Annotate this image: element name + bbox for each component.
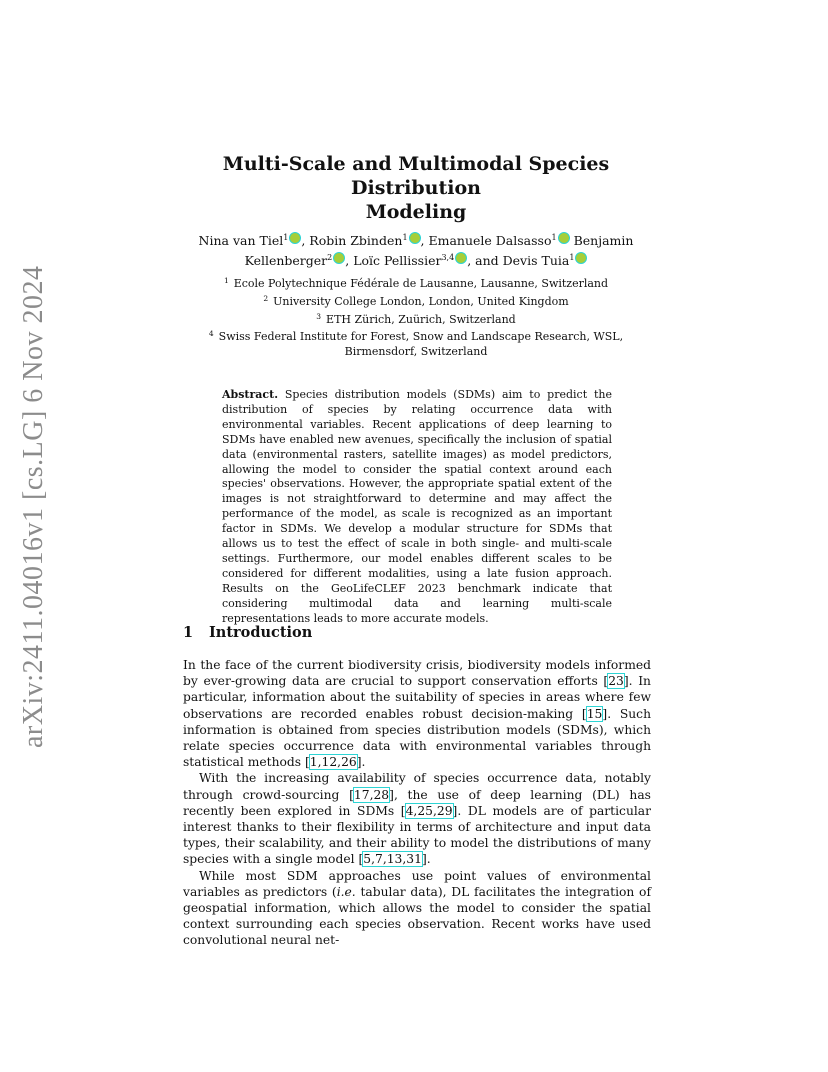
- author-affil-sup: 1: [551, 233, 557, 242]
- abstract-label: Abstract.: [222, 388, 279, 401]
- abstract-text: Species distribution models (SDMs) aim to predict the distribution of species by relating occurrence data with environmental variables. Recent applications of deep learning to SDMs have enabled new avenues, specifically the inclusion of spatial data (environmental rasters, satellite images) as model predictors, allowing the model to consider the spatial context around each species' observations. However, the appropriate spatial extent of the images is not straightforward to determine and may affect the performance of the model, as scale is recognized as an important factor in SDMs. We develop a modular structure for SDMs that allows us to test the effect of scale in both single- and multi-scale settings. Furthermore, our model enables different scales to be considered for different modalities, using a late fusion approach. Results on the GeoLifeCLEF 2023 benchmark indicate that considering multimodal data and learning multi-scale representations leads to more accurate models.: [222, 388, 612, 625]
- paragraph: While most SDM approaches use point values of environmental variables as predictors (i.e. tabular data), DL facilitates the integration of geospatial information, which allows the model to consider the spatial context surrounding each species observation. Recent works have used convolutional neural net-: [183, 868, 652, 948]
- affiliation-line: $^1$ Ecole Polytechnique Fédérale de Lausanne, Lausanne, Switzerland: [223, 276, 609, 290]
- orcid-icon[interactable]: [455, 252, 467, 264]
- author-affil-sup: 1: [569, 253, 575, 263]
- orcid-icon[interactable]: [409, 232, 421, 244]
- affiliation-line: $^3$ ETH Zürich, Zuürich, Switzerland: [316, 311, 516, 326]
- author-affil-sup: 1: [402, 233, 408, 242]
- paper-title: [160, 152, 672, 224]
- section-number: 1: [183, 624, 194, 641]
- author-list: Nina van Tiel$^1$ , Robin Zbinden$^1$ , Emanuele Dalsasso$^1$ Benjamin Kellenberger$^2$ , Loïc Pellissier$^{3,4}$ , and Devis Tuia$^1$: [198, 233, 634, 269]
- citation-link[interactable]: 23: [608, 674, 624, 689]
- orcid-icon[interactable]: [575, 252, 587, 264]
- arxiv-identifier-stamp: arXiv:2411.04016v1 [cs.LG] 6 Nov 2024: [18, 265, 49, 748]
- author-affil-sup: 3,4: [441, 253, 455, 263]
- orcid-icon[interactable]: [289, 232, 301, 244]
- citation-link[interactable]: 4,25,29: [405, 803, 453, 818]
- author-name: Robin Zbinden: [309, 233, 403, 249]
- affiliation-line: $^4$ Swiss Federal Institute for Forest, Snow and Landscape Research, WSL,: [208, 329, 624, 344]
- affiliation-line: Birmensdorf, Switzerland: [344, 345, 488, 359]
- section-heading: [183, 624, 312, 641]
- orcid-icon[interactable]: [333, 252, 345, 264]
- paragraph: With the increasing availability of species occurrence data, notably through crowd-sourcing [17,28], the use of deep learning (DL) has recently been explored in SDMs [4,25,29]. DL models are of particular interest thanks to their flexibility in terms of architecture and input data types, their scalability, and their ability to model the distributions of many species with a single model [5,7,13,31].: [183, 771, 651, 867]
- orcid-icon[interactable]: [558, 232, 570, 244]
- section-title: Introduction: [209, 624, 313, 641]
- affiliation-line: $^2$ University College London, London, United Kingdom: [263, 293, 569, 308]
- author-name: Nina van Tiel: [198, 233, 284, 249]
- citation-link[interactable]: 5,7,13,31: [363, 852, 422, 867]
- title-line-1: Multi-Scale and Multimodal Species Distribution: [222, 153, 610, 199]
- author-name: Benjamin Kellenberger: [244, 233, 634, 269]
- affiliations: [160, 274, 672, 360]
- citation-link[interactable]: 15: [586, 706, 603, 721]
- paragraph: In the face of the current biodiversity crisis, biodiversity models informed by ever-growing data are crucial to support conservation efforts [23]. In particular, information about the suitability of species in areas where few observations are recorded enables robust decision-making [15]. Such information is obtained from species distribution models (SDMs), which relate species occurrence data with environmental variables through statistical methods [1,12,26].: [183, 658, 651, 770]
- abstract: [222, 388, 612, 627]
- citation-link[interactable]: 1,12,26: [309, 755, 357, 770]
- author-name: Devis Tuia: [502, 253, 570, 269]
- author-affil-sup: 2: [327, 253, 333, 263]
- author-name: Loïc Pellissier: [353, 253, 442, 269]
- body-text: [183, 657, 651, 949]
- author-affil-sup: 1: [283, 233, 289, 242]
- title-line-2: Modeling: [365, 201, 467, 223]
- author-name: Emanuele Dalsasso: [428, 233, 552, 249]
- emphasis: i.e.: [336, 884, 356, 899]
- citation-link[interactable]: 17,28: [353, 787, 390, 802]
